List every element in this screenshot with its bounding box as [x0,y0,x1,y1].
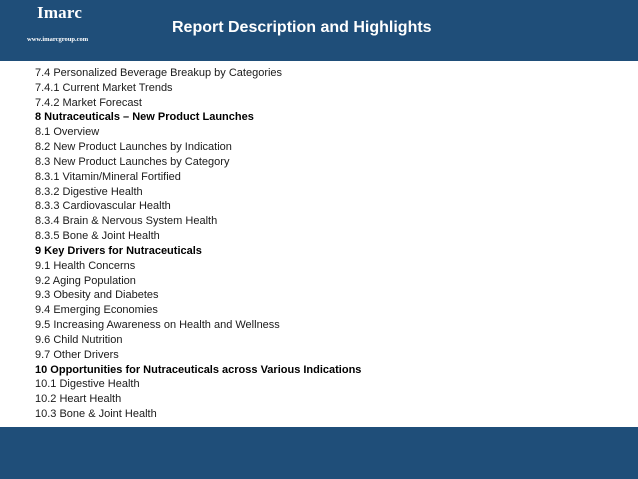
toc-entry: 10.3 Bone & Joint Health [35,408,157,421]
toc-entry: 8.3.2 Digestive Health [35,185,143,198]
imarc-logo: Imarc [37,3,83,22]
page-title: Report Description and Highlights [172,19,432,36]
toc-entry: 7.4.1 Current Market Trends [35,81,173,94]
toc-entry: 8.2 New Product Launches by Indication [35,141,232,154]
toc-entry: 10.1 Digestive Health [35,378,140,391]
toc-entry: 10.2 Heart Health [35,393,122,406]
toc-entry: 8.1 Overview [35,126,100,139]
logo-url: www.imarcgroup.com [27,36,89,43]
toc-section-heading: 8 Nutraceuticals – New Product Launches [35,111,254,124]
table-of-contents [35,66,361,422]
toc-entry: 8.3 New Product Launches by Category [35,155,230,168]
toc-entry: 7.4 Personalized Beverage Breakup by Categories [35,67,283,79]
toc-section-heading: 9 Key Drivers for Nutraceuticals [35,244,202,257]
toc-entry: 9.7 Other Drivers [35,348,119,361]
toc-section-heading: 10 Opportunities for Nutraceuticals across Various Indications [35,363,362,376]
header-banner [0,0,638,61]
toc-entry: 9.1 Health Concerns [35,259,136,272]
toc-entry: 8.3.3 Cardiovascular Health [35,200,171,213]
toc-entry: 8.3.5 Bone & Joint Health [35,230,160,243]
toc-entry: 9.5 Increasing Awareness on Health and Wellness [35,319,280,332]
slide-content [0,61,638,427]
toc-entry: 9.4 Emerging Economies [35,304,158,317]
toc-entry: 8.3.1 Vitamin/Mineral Fortified [35,170,181,183]
toc-entry: 9.2 Aging Population [35,274,136,287]
toc-entry: 8.3.4 Brain & Nervous System Health [35,215,218,228]
toc-entry: 9.3 Obesity and Diabetes [35,289,159,302]
footer-banner [0,427,638,479]
toc-entry: 9.6 Child Nutrition [35,333,123,346]
toc-entry: 7.4.2 Market Forecast [35,96,142,109]
